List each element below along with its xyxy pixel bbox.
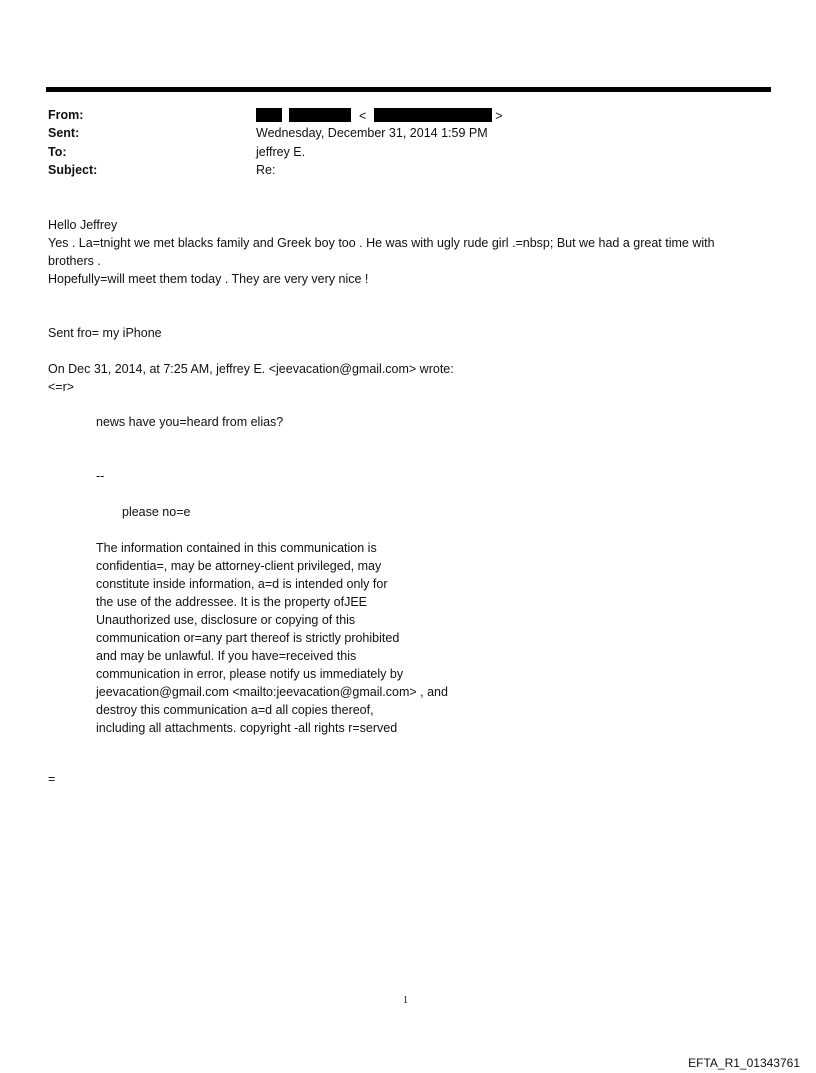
subject-label: Subject: — [48, 163, 98, 177]
quoted-message: news have you=heard from elias? — [96, 415, 284, 429]
from-gt: > — [495, 109, 503, 123]
redaction-block — [289, 108, 351, 122]
sent-value: Wednesday, December 31, 2014 1:59 PM — [256, 126, 488, 140]
body-line-1: Yes . La=tnight we met blacks family and Greek boy too . He was with ugly rude girl .=nbsp; But we had a great time with — [48, 236, 715, 250]
disclaimer-line: destroy this communication a=d all copies thereof, — [96, 703, 374, 717]
signature-note: please no=e — [122, 505, 191, 519]
disclaimer-line: communication or=any part thereof is strictly prohibited — [96, 631, 400, 645]
disclaimer-line: and may be unlawful. If you have=received this — [96, 649, 357, 663]
body-line-2: brothers . — [48, 254, 101, 268]
from-lt: < — [358, 109, 367, 123]
quote-intro: On Dec 31, 2014, at 7:25 AM, jeffrey E. <jeevacation@gmail.com> wrote: — [48, 362, 454, 376]
from-label: From: — [48, 108, 84, 122]
greeting: Hello Jeffrey — [48, 218, 118, 232]
disclaimer-line: communication in error, please notify us immediately by — [96, 667, 404, 681]
disclaimer-line: including all attachments. copyright -all rights r=served — [96, 721, 398, 735]
to-label: To: — [48, 145, 67, 159]
body-line-3: Hopefully=will meet them today . They are very very nice ! — [48, 272, 369, 286]
disclaimer — [96, 539, 448, 737]
disclaimer-line: confidentia=, may be attorney-client privileged, may — [96, 559, 382, 573]
redaction-block — [374, 108, 492, 122]
page-number: 1 — [403, 995, 408, 1006]
disclaimer-line: the use of the addressee. It is the property ofJEE — [96, 595, 367, 609]
signature-separator: -- — [96, 469, 105, 483]
disclaimer-line: constitute inside information, a=d is intended only for — [96, 577, 388, 591]
sent-label: Sent: — [48, 126, 80, 140]
subject-value: Re: — [256, 163, 276, 177]
quote-marker: <=r> — [48, 380, 75, 394]
trailer: = — [48, 772, 56, 786]
document-id: EFTA_R1_01343761 — [688, 1056, 800, 1070]
redaction-block — [256, 108, 282, 122]
header-rule — [46, 87, 771, 92]
disclaimer-line: The information contained in this communication is — [96, 541, 377, 555]
disclaimer-line: Unauthorized use, disclosure or copying of this — [96, 613, 356, 627]
to-value: jeffrey E. — [256, 145, 306, 159]
disclaimer-line: jeevacation@gmail.com <mailto:jeevacation@gmail.com> , and — [96, 685, 448, 699]
signature: Sent fro= my iPhone — [48, 326, 162, 340]
from-value — [256, 108, 503, 123]
